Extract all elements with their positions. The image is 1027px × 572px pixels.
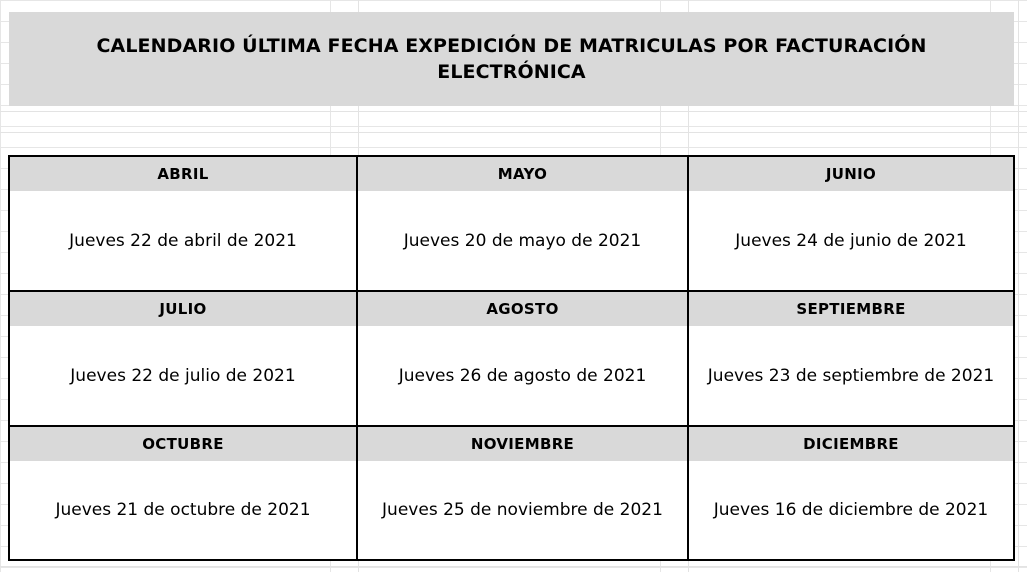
- month-date: Jueves 24 de junio de 2021: [689, 191, 1013, 290]
- calendar-table: [8, 155, 1015, 561]
- month-cell-octubre: [10, 427, 358, 559]
- month-cell-agosto: [358, 292, 689, 427]
- month-header: OCTUBRE: [10, 427, 356, 461]
- month-date: Jueves 25 de noviembre de 2021: [358, 461, 687, 559]
- month-date: Jueves 16 de diciembre de 2021: [689, 461, 1013, 559]
- page-title: CALENDARIO ÚLTIMA FECHA EXPEDICIÓN DE MATRICULAS POR FACTURACIÓN ELECTRÓNICA: [96, 35, 927, 83]
- month-date: Jueves 20 de mayo de 2021: [358, 191, 687, 290]
- month-cell-mayo: [358, 157, 689, 292]
- month-cell-noviembre: [358, 427, 689, 559]
- sheet-gridline: [0, 111, 1027, 112]
- month-date: Jueves 22 de abril de 2021: [10, 191, 356, 290]
- month-cell-diciembre: [689, 427, 1013, 559]
- month-header: JULIO: [10, 292, 356, 326]
- month-date: Jueves 23 de septiembre de 2021: [689, 326, 1013, 425]
- month-header: SEPTIEMBRE: [689, 292, 1013, 326]
- sheet-gridline: [0, 132, 1027, 133]
- month-header: DICIEMBRE: [689, 427, 1013, 461]
- sheet-gridline: [0, 566, 1027, 567]
- month-header: JUNIO: [689, 157, 1013, 191]
- month-cell-junio: [689, 157, 1013, 292]
- month-header: NOVIEMBRE: [358, 427, 687, 461]
- month-date: Jueves 21 de octubre de 2021: [10, 461, 356, 559]
- title-banner: [9, 12, 1014, 106]
- month-cell-julio: [10, 292, 358, 427]
- month-date: Jueves 26 de agosto de 2021: [358, 326, 687, 425]
- month-header: AGOSTO: [358, 292, 687, 326]
- sheet-gridline: [1018, 0, 1019, 572]
- month-cell-abril: [10, 157, 358, 292]
- month-cell-septiembre: [689, 292, 1013, 427]
- month-header: ABRIL: [10, 157, 356, 191]
- month-header: MAYO: [358, 157, 687, 191]
- month-date: Jueves 22 de julio de 2021: [10, 326, 356, 425]
